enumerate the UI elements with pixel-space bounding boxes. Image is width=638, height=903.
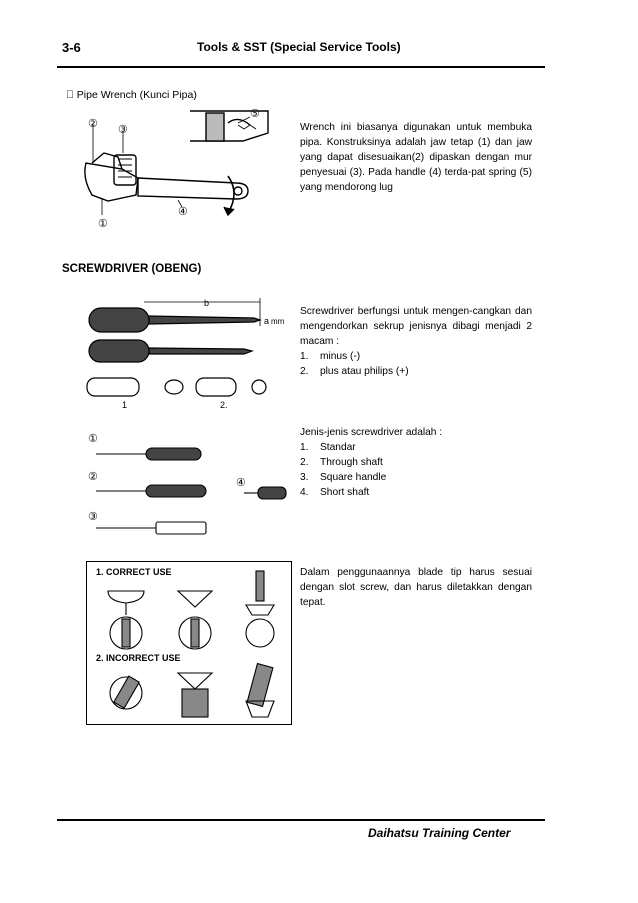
page-number: 3-6 bbox=[62, 40, 81, 55]
screwdriver-dimension-figure bbox=[84, 296, 284, 411]
incorrect-use-label: 2. INCORRECT USE bbox=[96, 653, 181, 663]
list-item: 2. plus atau philips (+) bbox=[300, 366, 409, 377]
dimension-b: b bbox=[204, 298, 210, 308]
screwdriver-types-block bbox=[300, 425, 532, 500]
screwdriver-intro: Screwdriver berfungsi untuk mengen-cangkan dan mengendorkan sekrup jenisnya dibagi menjadi 2 macam : bbox=[300, 306, 532, 347]
pipe-wrench-caption: Pipe Wrench (Kunci Pipa) bbox=[66, 89, 187, 101]
pipe-wrench-description bbox=[300, 120, 532, 195]
list-item: 1. Standar bbox=[300, 442, 356, 453]
screwdriver-types-figure bbox=[86, 428, 292, 538]
list-item: 4. Short shaft bbox=[300, 487, 370, 498]
callout-1: ① bbox=[98, 218, 108, 230]
section-heading-screwdriver: SCREWDRIVER (OBENG) bbox=[62, 263, 202, 275]
header-rule bbox=[57, 66, 545, 68]
callout-4: ④ bbox=[178, 206, 188, 218]
pipe-wrench-figure bbox=[78, 103, 278, 238]
list-item: 2. Through shaft bbox=[300, 457, 383, 468]
callout-3: ③ bbox=[118, 124, 128, 136]
tip-label-2: 2. bbox=[220, 400, 228, 410]
screwdriver-types-list bbox=[300, 440, 532, 500]
screwdriver-usage-block bbox=[300, 565, 532, 610]
callout-2: ② bbox=[88, 118, 98, 130]
page-title: Tools & SST (Special Service Tools) bbox=[197, 40, 401, 54]
list-item: 3. Square handle bbox=[300, 472, 387, 483]
correct-use-label: 1. CORRECT USE bbox=[96, 567, 172, 577]
type-callout-4: ④ bbox=[236, 477, 246, 489]
screwdriver-types-intro: Jenis-jenis screwdriver adalah : bbox=[300, 427, 443, 438]
screwdriver-intro-block bbox=[300, 304, 532, 379]
list-item: 1. minus (-) bbox=[300, 351, 361, 362]
type-callout-1: ① bbox=[88, 433, 98, 445]
screwdriver-usage-text: Dalam penggunaannya blade tip harus sesuai dengan slot screw, dan harus diletakkan dengan tepat. bbox=[300, 567, 532, 608]
callout-5: ⑤ bbox=[250, 108, 260, 120]
footer-text: Daihatsu Training Center bbox=[368, 826, 511, 840]
tip-label-1: 1 bbox=[122, 400, 128, 410]
type-callout-3: ③ bbox=[88, 511, 98, 523]
screwdriver-kinds-list bbox=[300, 349, 532, 379]
type-callout-2: ② bbox=[88, 471, 98, 483]
screwdriver-usage-figure bbox=[86, 561, 292, 725]
footer-rule bbox=[57, 819, 545, 821]
dimension-mm: mm bbox=[271, 317, 284, 326]
dimension-a: a bbox=[264, 316, 270, 326]
pipe-wrench-text: Wrench ini biasanya digunakan untuk membuka pipa. Konstruksinya adalah jaw tetap (1) dan jaw yang dapat disesuaikan(2) dipaskan dengan mur penyesuai (3). Pada handle (4) terda-pat spring (5) yang mendorong lug bbox=[300, 122, 532, 193]
